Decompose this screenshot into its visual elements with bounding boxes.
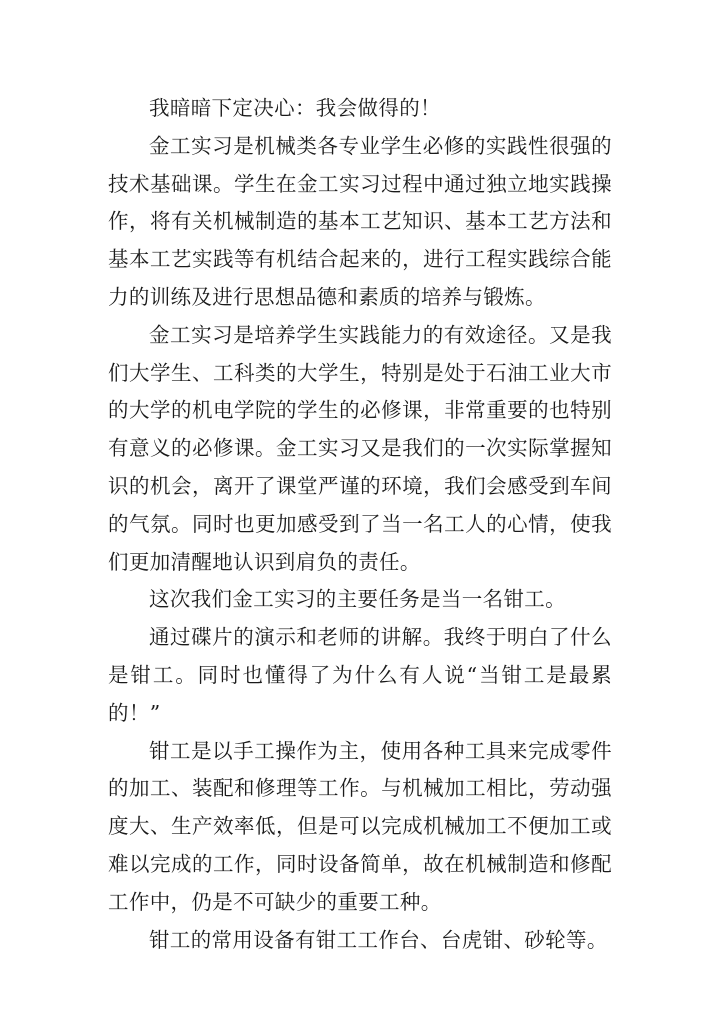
- paragraph-course-definition: 金工实习是机械类各专业学生必修的实践性很强的技术基础课。学生在金工实习过程中通过独立地实践操作，将有关机械制造的基本工艺知识、基本工艺方法和基本工艺实践等有机结合起来的，进行工程实践综合能力的训练及进行思想品德和素质的培养与锻炼。: [108, 133, 612, 309]
- document-body: [108, 90, 612, 959]
- paragraph-understanding: 通过碟片的演示和老师的讲解。我终于明白了什么是钳工。同时也懂得了为什么有人说“当钳工是最累的！”: [108, 625, 612, 725]
- paragraph-resolution: 我暗暗下定决心：我会做得的！: [149, 96, 441, 120]
- paragraph-equipment: 钳工的常用设备有钳工工作台、台虎钳、砂轮等。: [149, 927, 608, 952]
- paragraph-practice-importance: 金工实习是培养学生实践能力的有效途径。又是我们大学生、工科类的大学生，特别是处于石油工业大市的大学的机电学院的学生的必修课，非常重要的也特别有意义的必修课。金工实习又是我们的一次实际掌握知识的机会，离开了课堂严谨的环境，我们会感受到车间的气氛。同时也更加感受到了当一名工人的心情，使我们更加清醒地认识到肩负的责任。: [108, 322, 612, 574]
- paragraph-fitter-description: 钳工是以手工操作为主，使用各种工具来完成零件的加工、装配和修理等工作。与机械加工相比，劳动强度大、生产效率低，但是可以完成机械加工不便加工或难以完成的工作，同时设备简单，故在机械制造和修配工作中，仍是不可缺少的重要工种。: [108, 738, 612, 914]
- paragraph-main-task: 这次我们金工实习的主要任务是当一名钳工。: [149, 587, 566, 612]
